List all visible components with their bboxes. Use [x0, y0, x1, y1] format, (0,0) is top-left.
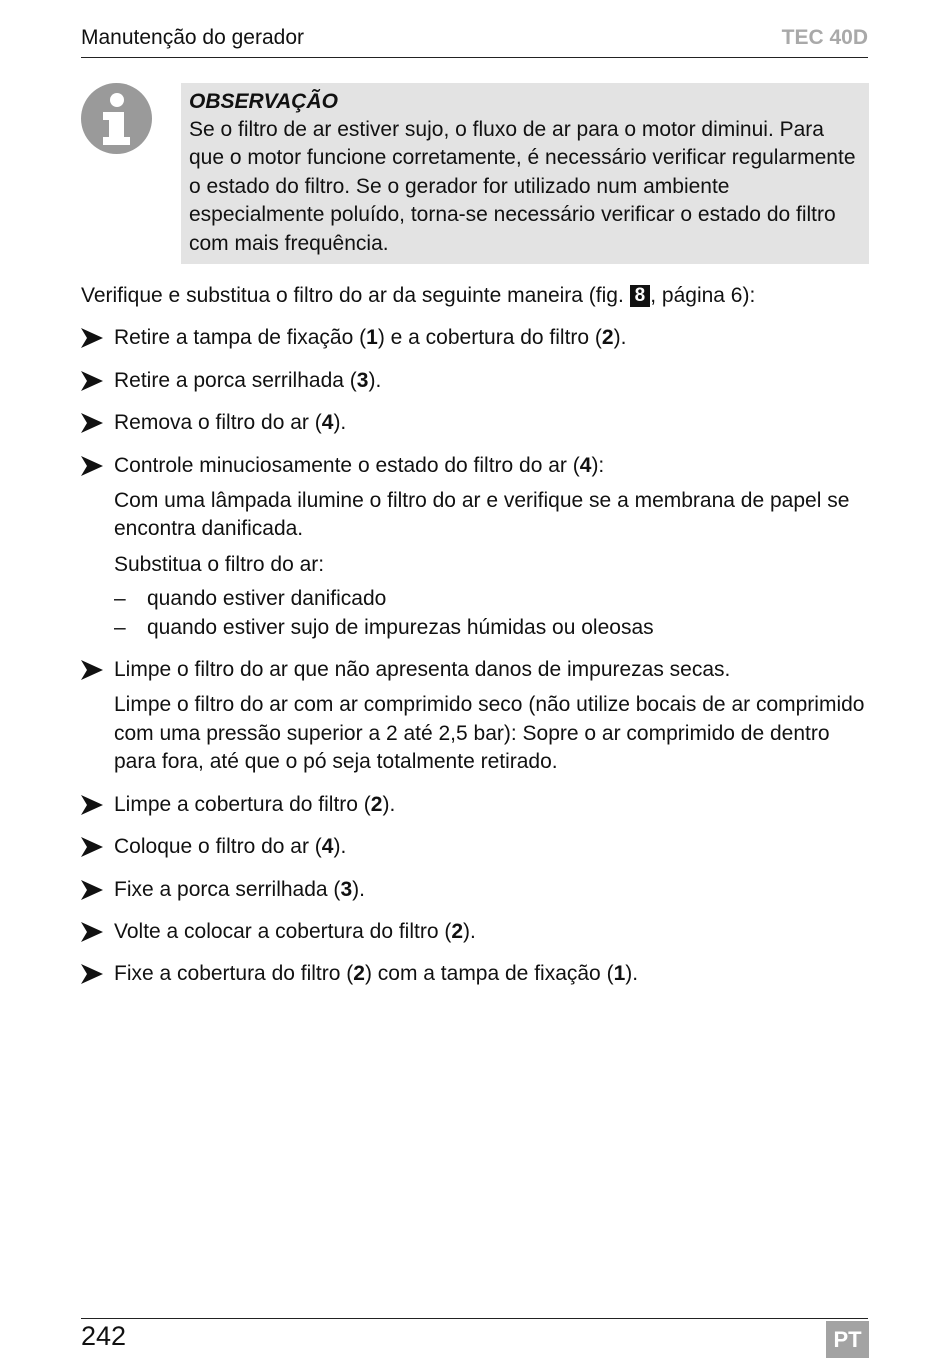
list-item	[114, 614, 871, 642]
part-ref: 3	[356, 368, 369, 392]
step-text: ):	[591, 453, 605, 477]
step-9	[81, 918, 871, 946]
step-3	[81, 409, 871, 437]
step-8	[81, 876, 871, 904]
step-text: Fixe a cobertura do filtro (	[114, 962, 354, 986]
step-detail: Limpe o filtro do ar com ar comprimido seco (não utilize bocais de ar comprimido com uma pressão superior a 2 até 2,5 bar): Sopre o ar comprimido de dentro para fora, até que o pó seja totalmente retirado.	[114, 693, 865, 774]
part-ref: 4	[579, 453, 592, 477]
info-icon	[81, 83, 152, 154]
step-text: ).	[352, 877, 365, 901]
step-text: Fixe a porca serrilhada (	[114, 877, 341, 901]
arrow-bullet-icon	[81, 964, 103, 984]
step-text: Limpe o filtro do ar que não apresenta danos de impurezas secas.	[114, 658, 731, 682]
arrow-bullet-icon	[81, 456, 103, 476]
part-ref: 1	[366, 326, 378, 350]
step-text: ).	[382, 792, 396, 816]
arrow-bullet-icon	[81, 328, 103, 348]
step-text: ).	[333, 835, 347, 859]
step-text: Controle minuciosamente o estado do filtro do ar (	[114, 453, 580, 477]
figure-badge: 8	[630, 285, 651, 307]
arrow-bullet-icon	[81, 837, 103, 857]
step-text: ).	[625, 962, 639, 986]
step-text: Remova o filtro do ar (	[114, 411, 322, 435]
part-ref: 2	[601, 326, 614, 350]
part-ref: 3	[340, 877, 353, 901]
main-content	[81, 282, 871, 1003]
list-item-text: quando estiver danificado	[147, 587, 387, 611]
step-text: ).	[463, 919, 476, 943]
note-box	[181, 83, 869, 264]
step-text: ).	[613, 326, 627, 350]
note-title: OBSERVAÇÃO	[189, 90, 338, 113]
step-text: ).	[368, 368, 382, 392]
dash-marker: –	[114, 615, 126, 639]
step-4	[81, 452, 871, 642]
step-6	[81, 791, 871, 819]
arrow-bullet-icon	[81, 660, 103, 680]
arrow-bullet-icon	[81, 795, 103, 815]
part-ref: 2	[451, 919, 464, 943]
step-1	[81, 324, 871, 352]
dash-marker: –	[114, 587, 126, 611]
language-badge: PT	[826, 1321, 869, 1358]
step-text: Limpe a cobertura do filtro (	[114, 792, 371, 816]
arrow-bullet-icon	[81, 880, 103, 900]
step-7	[81, 833, 871, 861]
step-10	[81, 960, 871, 988]
note-text: Se o filtro de ar estiver sujo, o fluxo de ar para o motor diminui. Para que o motor funcione corretamente, é necessário verificar regularmente o estado do filtro. Se o gerador for utilizado num ambiente especialmente poluído, torna-se necessário verificar o estado do filtro com mais frequência.	[189, 118, 856, 255]
step-detail: Substitua o filtro do ar:	[114, 552, 325, 576]
page-header	[81, 24, 868, 58]
part-ref: 4	[321, 411, 334, 435]
step-text: Volte a colocar a cobertura do filtro (	[114, 919, 452, 943]
intro-text-end: , página 6):	[650, 284, 756, 307]
arrow-bullet-icon	[81, 922, 103, 942]
part-ref: 1	[613, 962, 626, 986]
arrow-bullet-icon	[81, 371, 103, 391]
intro-text: Verifique e substitua o filtro do ar da seguinte maneira (fig.	[81, 284, 630, 307]
list-item	[114, 585, 871, 613]
step-text: ) com a tampa de fixação (	[364, 962, 614, 986]
step-text: Coloque o filtro do ar (	[114, 835, 322, 859]
condition-list	[114, 585, 871, 642]
part-ref: 2	[353, 962, 365, 986]
step-detail: Com uma lâmpada ilumine o filtro do ar e verifique se a membrana de papel se encontra danificada.	[114, 489, 850, 541]
footer-divider	[81, 1318, 868, 1319]
step-text: Retire a tampa de fixação (	[114, 326, 367, 350]
part-ref: 2	[370, 792, 383, 816]
step-text: ) e a cobertura do filtro (	[377, 326, 602, 350]
model-name: TEC 40D	[781, 26, 868, 49]
page-number: 242	[81, 1321, 127, 1351]
arrow-bullet-icon	[81, 413, 103, 433]
step-2	[81, 367, 871, 395]
step-5	[81, 656, 871, 777]
section-title: Manutenção do gerador	[81, 26, 304, 49]
step-text: Retire a porca serrilhada (	[114, 368, 357, 392]
step-text: ).	[333, 411, 347, 435]
list-item-text: quando estiver sujo de impurezas húmidas ou oleosas	[147, 615, 654, 639]
intro-paragraph	[81, 282, 871, 310]
part-ref: 4	[321, 835, 334, 859]
